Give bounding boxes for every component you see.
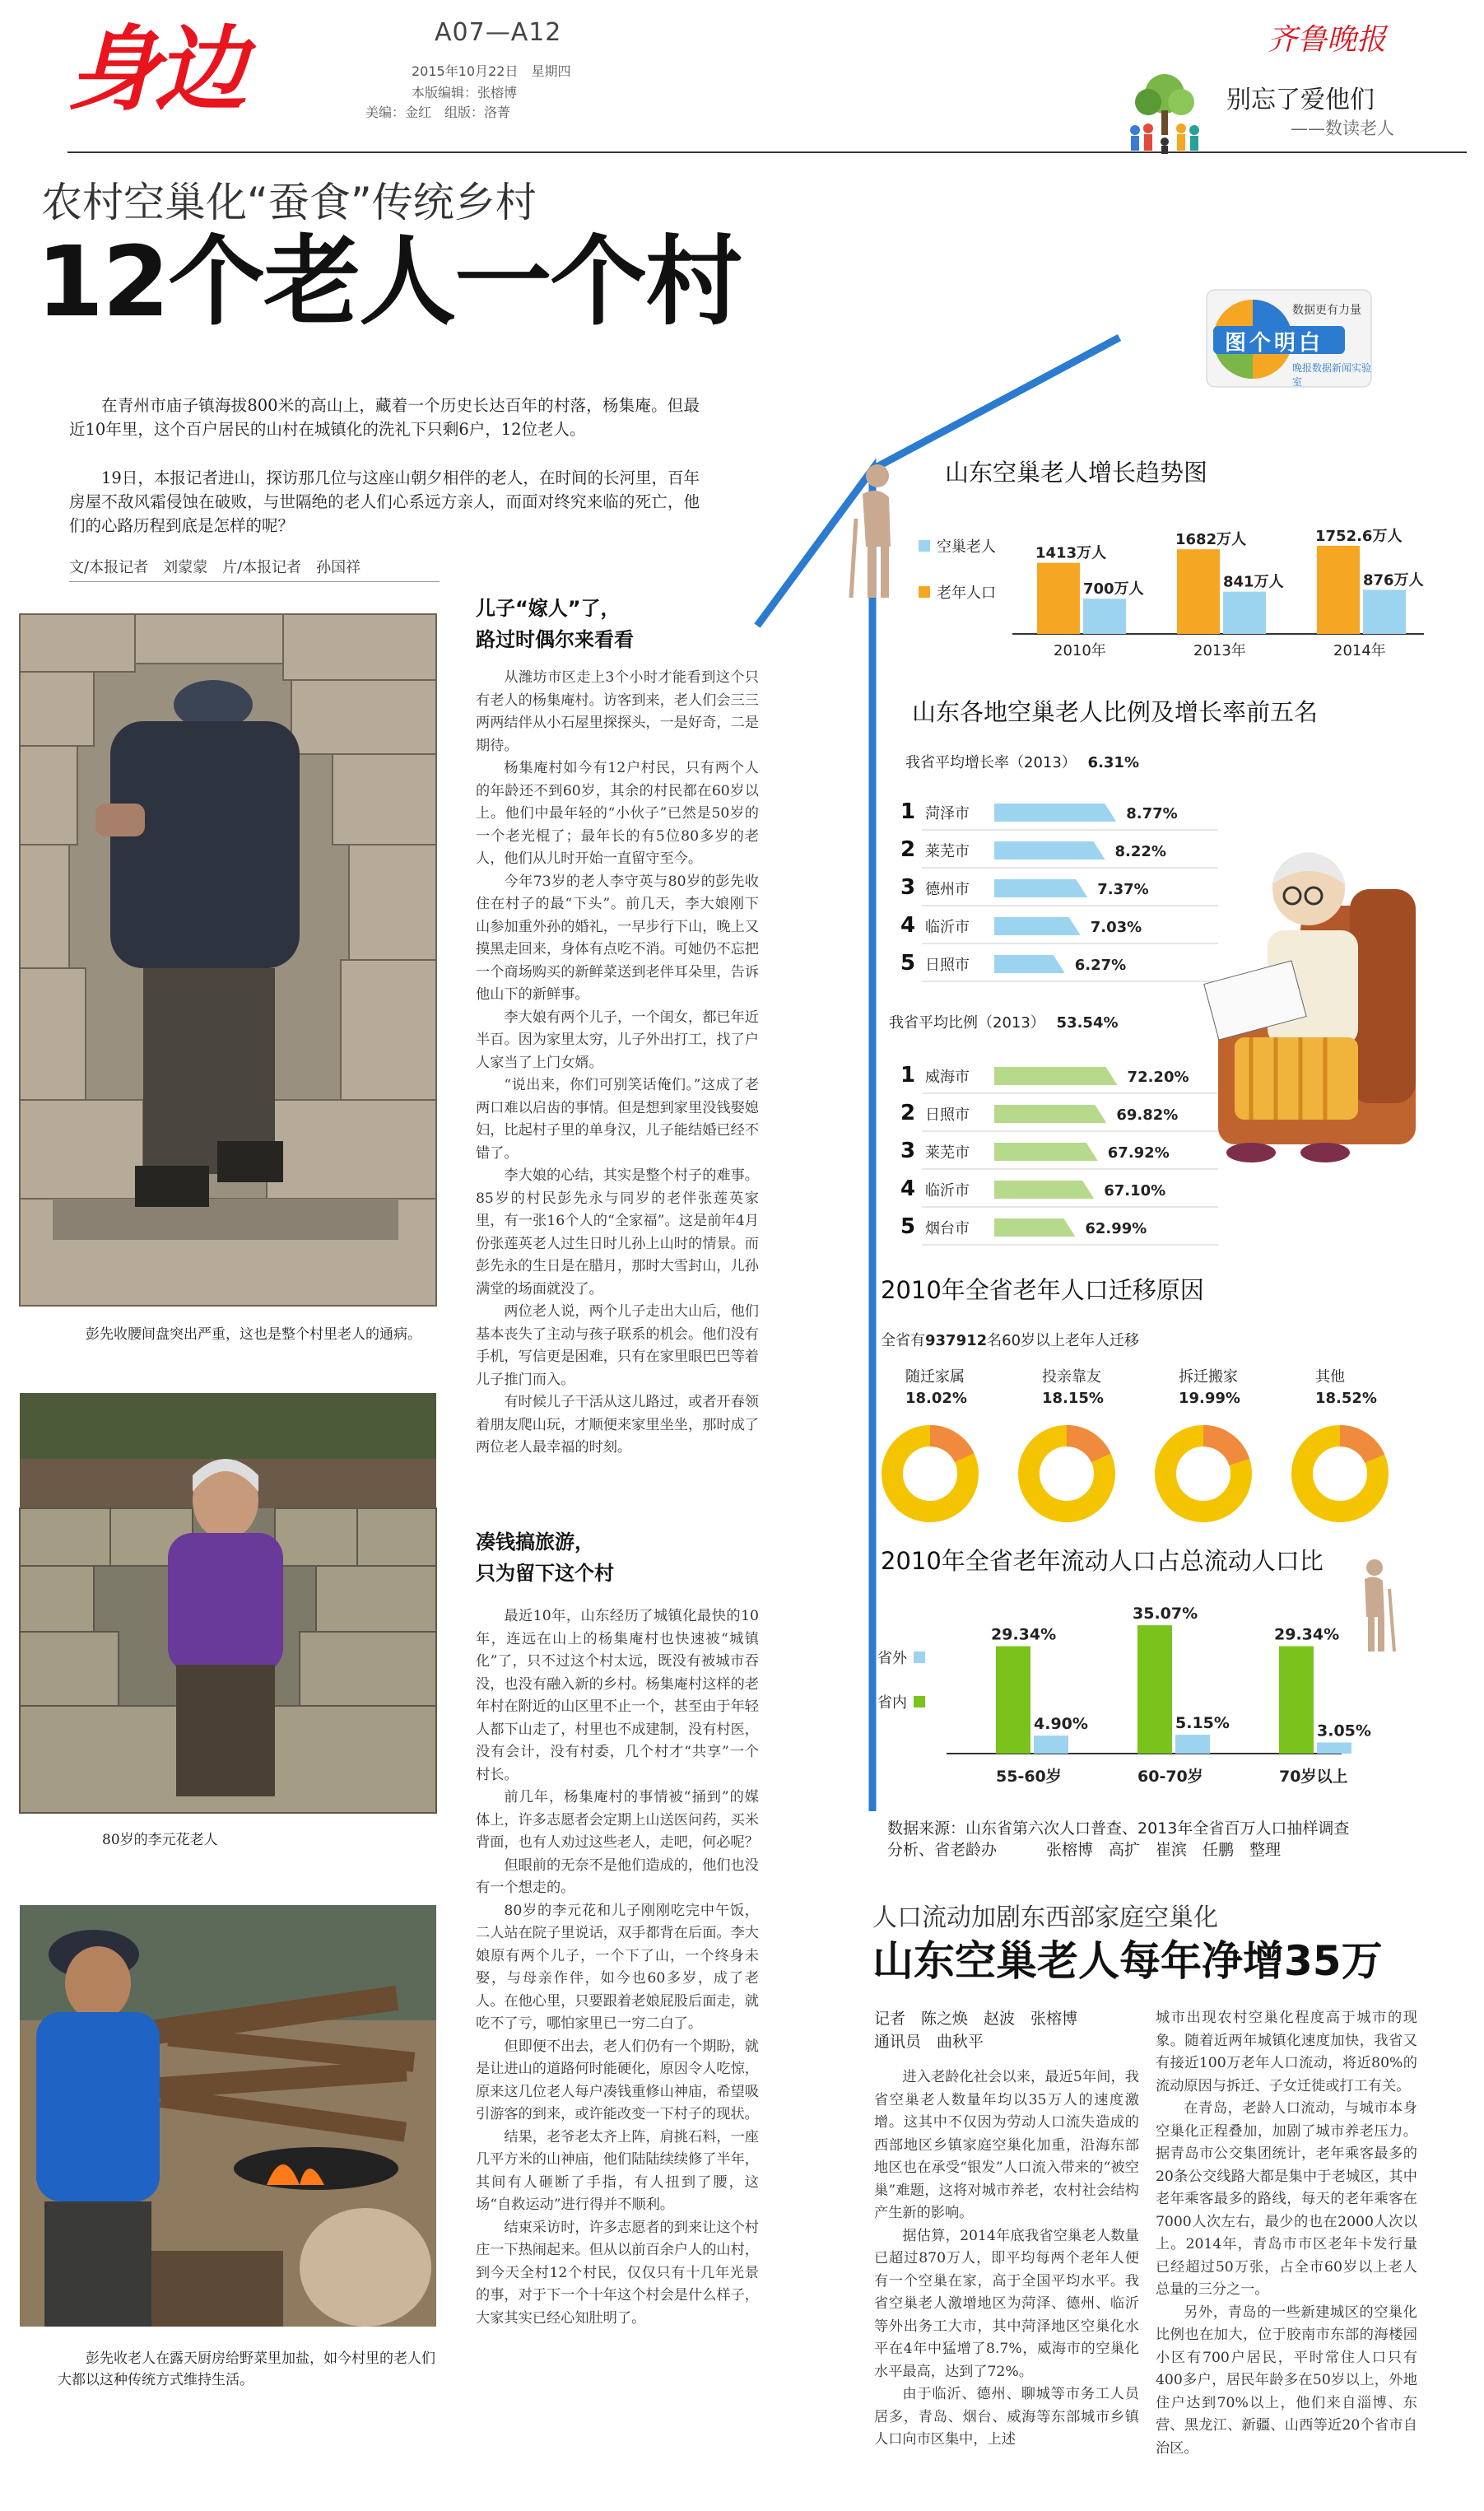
legend-label-out: 省外 xyxy=(877,1650,907,1667)
photo-old-man-back xyxy=(20,614,436,1306)
rank-value: 7.37% xyxy=(1097,881,1149,898)
x-tick-label: 2010年 xyxy=(1054,642,1106,659)
bar-in-province xyxy=(1137,1625,1172,1754)
old-person-silhouette xyxy=(848,461,905,601)
issue-date: 2015年10月22日 星期四 xyxy=(412,63,571,79)
x-tick-label: 2013年 xyxy=(1193,642,1246,659)
bar-label-out: 3.05% xyxy=(1317,1721,1371,1740)
badge-bottom-text: 晚报数据新闻实验室 xyxy=(1292,362,1372,388)
rank-value: 8.77% xyxy=(1126,805,1178,822)
legend-label-empty: 空巢老人 xyxy=(937,538,996,556)
rank-bar xyxy=(994,1143,1098,1161)
paper-name: 齐鲁晚报 xyxy=(1268,23,1387,57)
chart-migration-donuts xyxy=(889,1367,1399,1523)
rank-value: 7.03% xyxy=(1090,919,1142,936)
bar-empty-nest xyxy=(1223,592,1266,634)
rank-value: 8.22% xyxy=(1114,843,1166,860)
growth-average xyxy=(905,751,1139,772)
rank-bar xyxy=(994,1218,1075,1237)
byline: 文/本报记者 刘蒙蒙 片/本报记者 孙国祥 xyxy=(69,559,361,576)
rank-number: 4 xyxy=(900,1176,916,1201)
bar-label-empty: 841万人 xyxy=(1223,573,1284,591)
column-subtitle: ——数读老人 xyxy=(1291,119,1394,138)
rank-value: 72.20% xyxy=(1127,1069,1189,1086)
donut-value: 18.15% xyxy=(1042,1390,1104,1407)
bar-out-province xyxy=(1034,1735,1068,1754)
chart-trend xyxy=(1012,510,1449,659)
section-heading-2-line2: 只为留下这个村 xyxy=(476,1562,614,1585)
article2-byline-1: 记者 陈之焕 赵波 张榕博 xyxy=(874,2010,1078,2028)
donut-value: 18.02% xyxy=(905,1390,967,1407)
paragraph: 但眼前的无奈不是他们造成的，他们也没有一个想走的。 xyxy=(476,1856,759,1896)
donut-slice xyxy=(1203,1436,1240,1462)
rank-bar xyxy=(994,879,1087,897)
rank-city: 菏泽市 xyxy=(925,805,970,822)
paragraph: 前几年，杨集庵村的事情被“捅到”的媒体上，许多志愿者会定期上山送医问药，买米背面，也有人劝过这些老人，走吧，何必呢？ xyxy=(476,1789,759,1851)
bar-label-out: 4.90% xyxy=(1034,1715,1088,1734)
rank-value: 69.82% xyxy=(1116,1106,1179,1124)
bar-old-population xyxy=(1177,549,1220,634)
legend-label-old: 老年人口 xyxy=(937,585,996,602)
data-source-line2: 分析、省老龄办 xyxy=(887,1841,998,1859)
rank-bar xyxy=(994,955,1065,973)
paragraph: 杨集庵村如今有12户村民，只有两个人的年龄还不到60岁，其余的村民都在60岁以上。他们中最年轻的“小伙子”已然是50岁的一个老光棍了；最年长的有5位80多岁的老人，他们从儿时开始一直留守至今。 xyxy=(476,760,759,867)
section-heading-1-line2: 路过时偶尔来看看 xyxy=(476,628,634,651)
article2-byline xyxy=(874,2007,1077,2053)
photo-outdoor-kitchen xyxy=(20,1905,436,2327)
rank-city: 临沂市 xyxy=(925,1182,970,1200)
article-kicker: 农村空巢化“蚕食”传统乡村 xyxy=(41,179,537,226)
rank-city: 德州市 xyxy=(925,881,970,898)
badge-top-text: 数据更有力量 xyxy=(1292,304,1361,317)
article2-column-a xyxy=(874,2066,1139,2452)
bar-old-population xyxy=(1317,546,1360,634)
paragraph: 结果，老爷老太齐上阵，肩挑石料，一座几平方米的山神庙，他们陆陆续续修了半年，其间有人砸断了手指，有人扭到了腰，这场“自救运动”进行得并不顺利。 xyxy=(476,2128,759,2213)
donut-slice xyxy=(930,1436,965,1457)
rank-number: 1 xyxy=(900,1063,916,1088)
rank-value: 62.99% xyxy=(1085,1220,1147,1237)
lead-paragraph-2: 19日，本报记者进山，探访那几位与这座山朝夕相伴的老人，在时间的长河里，百年房屋不敌风霜侵蚀在破败，与世隔绝的老人们心系远方亲人，而面对终究来临的死亡，他们的心路历程到底是怎样的呢？ xyxy=(69,468,700,535)
donut-value: 18.52% xyxy=(1315,1390,1377,1407)
article2-byline-2: 通讯员 曲秋平 xyxy=(874,2033,984,2051)
donut-category: 拆迁搬家 xyxy=(1179,1368,1238,1386)
photo-old-woman xyxy=(20,1393,436,1813)
legend-swatch-out xyxy=(914,1651,925,1663)
chart-flow-legend xyxy=(877,1647,925,1712)
donut-category: 投亲靠友 xyxy=(1042,1368,1101,1386)
column-title: 别忘了爱他们 xyxy=(1226,86,1375,114)
bar-label-in: 29.34% xyxy=(991,1625,1057,1644)
rank-city: 日照市 xyxy=(925,957,970,974)
chart-ranks-title: 山东各地空巢老人比例及增长率前五名 xyxy=(912,698,1319,726)
photo-caption-1: 彭先收腰间盘突出严重，这也是整个村里老人的通病。 xyxy=(86,1326,421,1343)
legend-swatch-old xyxy=(919,586,930,598)
rank-number: 5 xyxy=(900,951,916,976)
page-range: A07—A12 xyxy=(435,18,562,47)
x-tick-label: 70岁以上 xyxy=(1279,1768,1348,1786)
byline-rule xyxy=(69,581,440,582)
rank-city: 威海市 xyxy=(925,1069,970,1086)
rank-city: 烟台市 xyxy=(925,1220,970,1237)
rank-number: 1 xyxy=(900,799,916,824)
badge-main-text: 图个明白 xyxy=(1225,331,1324,356)
rank-city: 莱芜市 xyxy=(925,843,970,860)
bar-label-old: 1752.6万人 xyxy=(1315,527,1403,545)
rank-city: 临沂市 xyxy=(925,919,970,936)
rank-bar xyxy=(994,804,1116,822)
donut-slice xyxy=(1067,1436,1101,1458)
bar-label-empty: 876万人 xyxy=(1363,571,1424,589)
bar-in-province xyxy=(996,1647,1030,1754)
article-title: 12个老人一个村 xyxy=(36,225,742,338)
section-heading-2 xyxy=(476,1526,764,1589)
ratio-average-value: 53.54% xyxy=(1056,1014,1119,1032)
x-tick-label: 2014年 xyxy=(1333,642,1386,659)
migration-total-value: 937912 xyxy=(925,1332,988,1349)
bar-old-population xyxy=(1037,563,1080,634)
bar-label-old: 1413万人 xyxy=(1035,544,1107,562)
rank-bar xyxy=(994,917,1081,935)
paragraph: 由于临沂、德州、聊城等市务工人员居多，青岛、烟台、威海等东部城市乡镇人口向市区集中，上述 xyxy=(874,2386,1139,2448)
rank-value: 6.27% xyxy=(1074,957,1127,974)
x-tick-label: 60-70岁 xyxy=(1137,1768,1203,1786)
rank-number: 3 xyxy=(900,875,916,900)
article2-column-b xyxy=(1156,2007,1417,2460)
migration-total-suffix: 名60岁以上老年人迁移 xyxy=(987,1332,1140,1349)
rank-number: 2 xyxy=(900,837,916,862)
walking-elder-icon xyxy=(1350,1556,1399,1655)
legend-label-in: 省内 xyxy=(877,1694,907,1712)
data-credits: 张榕博 高扩 崔滨 任鹏 整理 xyxy=(1046,1841,1282,1859)
paragraph: 80岁的李元花和儿子刚刚吃完中午饭，二人站在院子里说话，双手都背在后面。李大娘原有两个儿子，一个下了山，一个终身未娶，与母亲作伴，如今也60多岁，成了老人。在他心里，只要跟着老娘屁股后面走，就吃不了亏，哪怕家里已一穷二白了。 xyxy=(476,1902,759,2032)
bar-empty-nest xyxy=(1363,589,1406,634)
data-source-line1: 数据来源：山东省第六次人口普查、2013年全省百万人口抽样调查 xyxy=(887,1819,1350,1838)
chart-growth-top5 xyxy=(889,790,1235,988)
bar-label-old: 1682万人 xyxy=(1175,531,1247,549)
chart-trend-legend xyxy=(919,535,996,603)
paragraph: 李大娘的心结，其实是整个村子的难事。85岁的村民彭先永与同岁的老伴张莲英家里，有一张16个人的“全家福”。这是前年4月份张莲英老人过生日时儿孙上山时的情景。而彭先永的生日是在腊月，那时大雪封山，儿孙满堂的场面就没了。 xyxy=(476,1167,759,1297)
paragraph: 但即便不出去，老人们仍有一个期盼，就是让进山的道路何时能硬化，原因令人吃惊，原来这几位老人每户凑钱重修山神庙，希望吸引游客的到来，或许能改变一下村子的现状。 xyxy=(476,2038,759,2122)
paragraph: 据估算，2014年底我省空巢老人数量已超过870万人，即平均每两个老年人便有一个空巢在家，高于全国平均水平。我省空巢老人激增地区为菏泽、德州、临沂等外出务工大市，其中菏泽地区空巢化水平在4年中猛增了8.7%，威海市的空巢化水平最高，达到了72%。 xyxy=(874,2227,1139,2380)
paragraph: 李大娘有两个儿子，一个闺女，都已年近半百。因为家里太穷，儿子外出打工，找了户人家当了上门女婿。 xyxy=(476,1009,759,1071)
migration-total xyxy=(881,1329,1139,1350)
section-heading-1-line1: 儿子“嫁人”了， xyxy=(476,597,621,620)
bar-label-in: 29.34% xyxy=(1274,1625,1340,1644)
body-column-a xyxy=(476,667,759,1460)
paragraph: 结束采访时，许多志愿者的到来让这个村庄一下热闹起来。但从以前百余户人的山村，到今天全村12个村民，仅仅只有十几年光景的事，对于下一个十年这个村会是什么样子，大家其实已经心知肚明了。 xyxy=(476,2219,759,2327)
article2-title: 山东空巢老人每年净增35万 xyxy=(872,1937,1383,1985)
bar-label-empty: 700万人 xyxy=(1083,580,1144,599)
paragraph: 进入老龄化社会以来，最近5年间，我省空巢老人数量年均以35万人的速度激增。这其中不仅因为劳动人口流失造成的西部地区乡镇家庭空巢化加重，沿海东部地区也在承受“银发”人口流入带来的“被空巢”难题，这将对城市养老，农村社会结构产生新的影响。 xyxy=(874,2069,1139,2221)
growth-average-label: 我省平均增长率（2013） xyxy=(905,754,1077,771)
bar-empty-nest xyxy=(1083,599,1126,634)
rank-value: 67.10% xyxy=(1104,1182,1166,1200)
editor-credit: 本版编辑：张榕博 xyxy=(412,85,518,100)
photo-caption-2: 80岁的李元花老人 xyxy=(102,1832,218,1848)
migration-total-prefix: 全省有 xyxy=(881,1332,925,1349)
photo-caption-3: 彭先收老人在露天厨房给野菜里加盐，如今村里的老人们大都以这种传统方式维持生活。 xyxy=(58,2350,435,2388)
ratio-average-label: 我省平均比例（2013） xyxy=(889,1014,1045,1032)
paragraph: 今年73岁的老人李守英与80岁的彭先收住在村子的最“下头”。前几天，李大娘刚下山参加重外孙的婚礼，一早步行下山，晚上又摸黑走回来，身体有点吃不消。可她仍不忘把一个商场购买的新鲜菜送到老伴耳朵里，告诉他山下的新鲜事。 xyxy=(476,873,759,1003)
section-logo: 身边 xyxy=(67,16,242,123)
paragraph: 城市出现农村空巢化程度高于城市的现象。随着近两年城镇化速度加快，我省又有接近100万老年人口流动，将近80%的流动原因与拆迁、子女迁徙或打工有关。 xyxy=(1156,2010,1417,2094)
section-heading-2-line1: 凑钱搞旅游， xyxy=(476,1530,594,1554)
paragraph: “说出来，你们可别笑话俺们。”这成了老两口难以启齿的事情。但是想到家里没钱娶媳妇，比起村子里的单身汉，儿子能结婚已经不错了。 xyxy=(476,1077,759,1162)
ratio-average xyxy=(889,1011,1119,1032)
chart-flow-title: 2010年全省老年流动人口占总流动人口比 xyxy=(881,1547,1324,1575)
paragraph: 从潍坊市区走上3个小时才能看到这个只有老人的杨集庵村。访客到来，老人们会三三两两结伴从小石屋里探探头，一是好奇，二是期待。 xyxy=(476,669,759,754)
rank-city: 莱芜市 xyxy=(925,1144,970,1162)
rank-bar xyxy=(994,841,1105,860)
rank-number: 3 xyxy=(900,1139,916,1163)
donut-category: 随迁家属 xyxy=(905,1368,965,1386)
chart-migration-title: 2010年全省老年人口迁移原因 xyxy=(881,1276,1204,1304)
bar-in-province xyxy=(1279,1647,1314,1754)
rank-value: 67.92% xyxy=(1107,1144,1170,1162)
rank-bar xyxy=(994,1105,1106,1123)
paragraph: 最近10年，山东经历了城镇化最快的10年，连远在山上的杨集庵村也快速被“城镇化”了，只不过这个村太远，既没有被城市吞没，也没有融入新的乡村。杨集庵村这样的老年村在附近的山区里不止一个，甚至由于年轻人都下山走了，村里也不成建制，没有村医，没有会计，没有村委，几个村才“共享”一个村长。 xyxy=(476,1608,759,1783)
x-tick-label: 55-60岁 xyxy=(996,1768,1062,1786)
bar-label-in: 35.07% xyxy=(1133,1605,1198,1624)
art-credit: 美编：金红 组版：洛菁 xyxy=(365,105,511,120)
chart-ratio-top5 xyxy=(889,1054,1235,1251)
paragraph: 另外，青岛的一些新建城区的空巢化比例也在加大，位于胶南市东部的海楼园小区有700户居民，平时常住人口只有400多户，居民年龄多在50岁以上，外地住户达到70%以上，他们来自淄博、东营、黑龙江、新疆、山西等近20个省市自治区。 xyxy=(1156,2304,1417,2457)
elderly-reader-illustration xyxy=(1185,807,1432,1169)
paragraph: 在青岛，老龄人口流动，与城市本身空巢化正程叠加，加剧了城市养老压力。据青岛市公交集团统计，老年乘客最多的20条公交线路大都是集中于老城区，其中老年乘客最多的路线，每天的老年乘客在7000人次左右，最少的也在2000人次以上。2014年，青岛市市区老年卡发行量已经超过50万张，占全市60岁以上老人总量的三分之一。 xyxy=(1156,2100,1417,2298)
paragraph: 有时候儿子干活从这儿路过，或者开春领着朋友爬山玩，才顺便来家里坐坐，那时成了两位老人最幸福的时刻。 xyxy=(476,1394,759,1456)
section-heading-1 xyxy=(476,593,764,655)
data-source xyxy=(887,1818,1349,1861)
legend-swatch-empty xyxy=(919,540,930,552)
lead-paragraph-1: 在青州市庙子镇海拔800米的高山上，藏着一个历史长达百年的村落，杨集庵。但最近10年里，这个百户居民的山村在城镇化的洗礼下只剩6户，12位老人。 xyxy=(69,396,700,439)
rank-number: 2 xyxy=(900,1101,916,1125)
rank-bar xyxy=(994,1181,1094,1199)
growth-average-value: 6.31% xyxy=(1087,754,1139,771)
rank-number: 4 xyxy=(900,913,916,938)
bar-label-out: 5.15% xyxy=(1175,1714,1230,1733)
article2-kicker: 人口流动加剧东西部家庭空巢化 xyxy=(872,1903,1218,1932)
donut-category: 其他 xyxy=(1315,1368,1345,1386)
bar-out-province xyxy=(1175,1735,1210,1754)
chart-trend-title: 山东空巢老人增长趋势图 xyxy=(945,459,1208,487)
rank-number: 5 xyxy=(900,1214,916,1239)
bar-out-province xyxy=(1317,1742,1351,1754)
legend-swatch-in xyxy=(914,1696,925,1707)
donut-value: 19.99% xyxy=(1179,1390,1240,1407)
donut-slice xyxy=(1340,1436,1375,1459)
chart-flow xyxy=(947,1597,1371,1795)
rank-city: 日照市 xyxy=(925,1106,970,1124)
body-column-b xyxy=(476,1605,759,2330)
paragraph: 两位老人说，两个儿子走出大山后，他们基本丧失了主动与孩子联系的机会。他们没有手机，写信更是困难，只有在家里眼巴巴等着儿子推门而入。 xyxy=(476,1303,759,1388)
data-badge xyxy=(1207,290,1371,387)
rank-bar xyxy=(994,1067,1118,1085)
